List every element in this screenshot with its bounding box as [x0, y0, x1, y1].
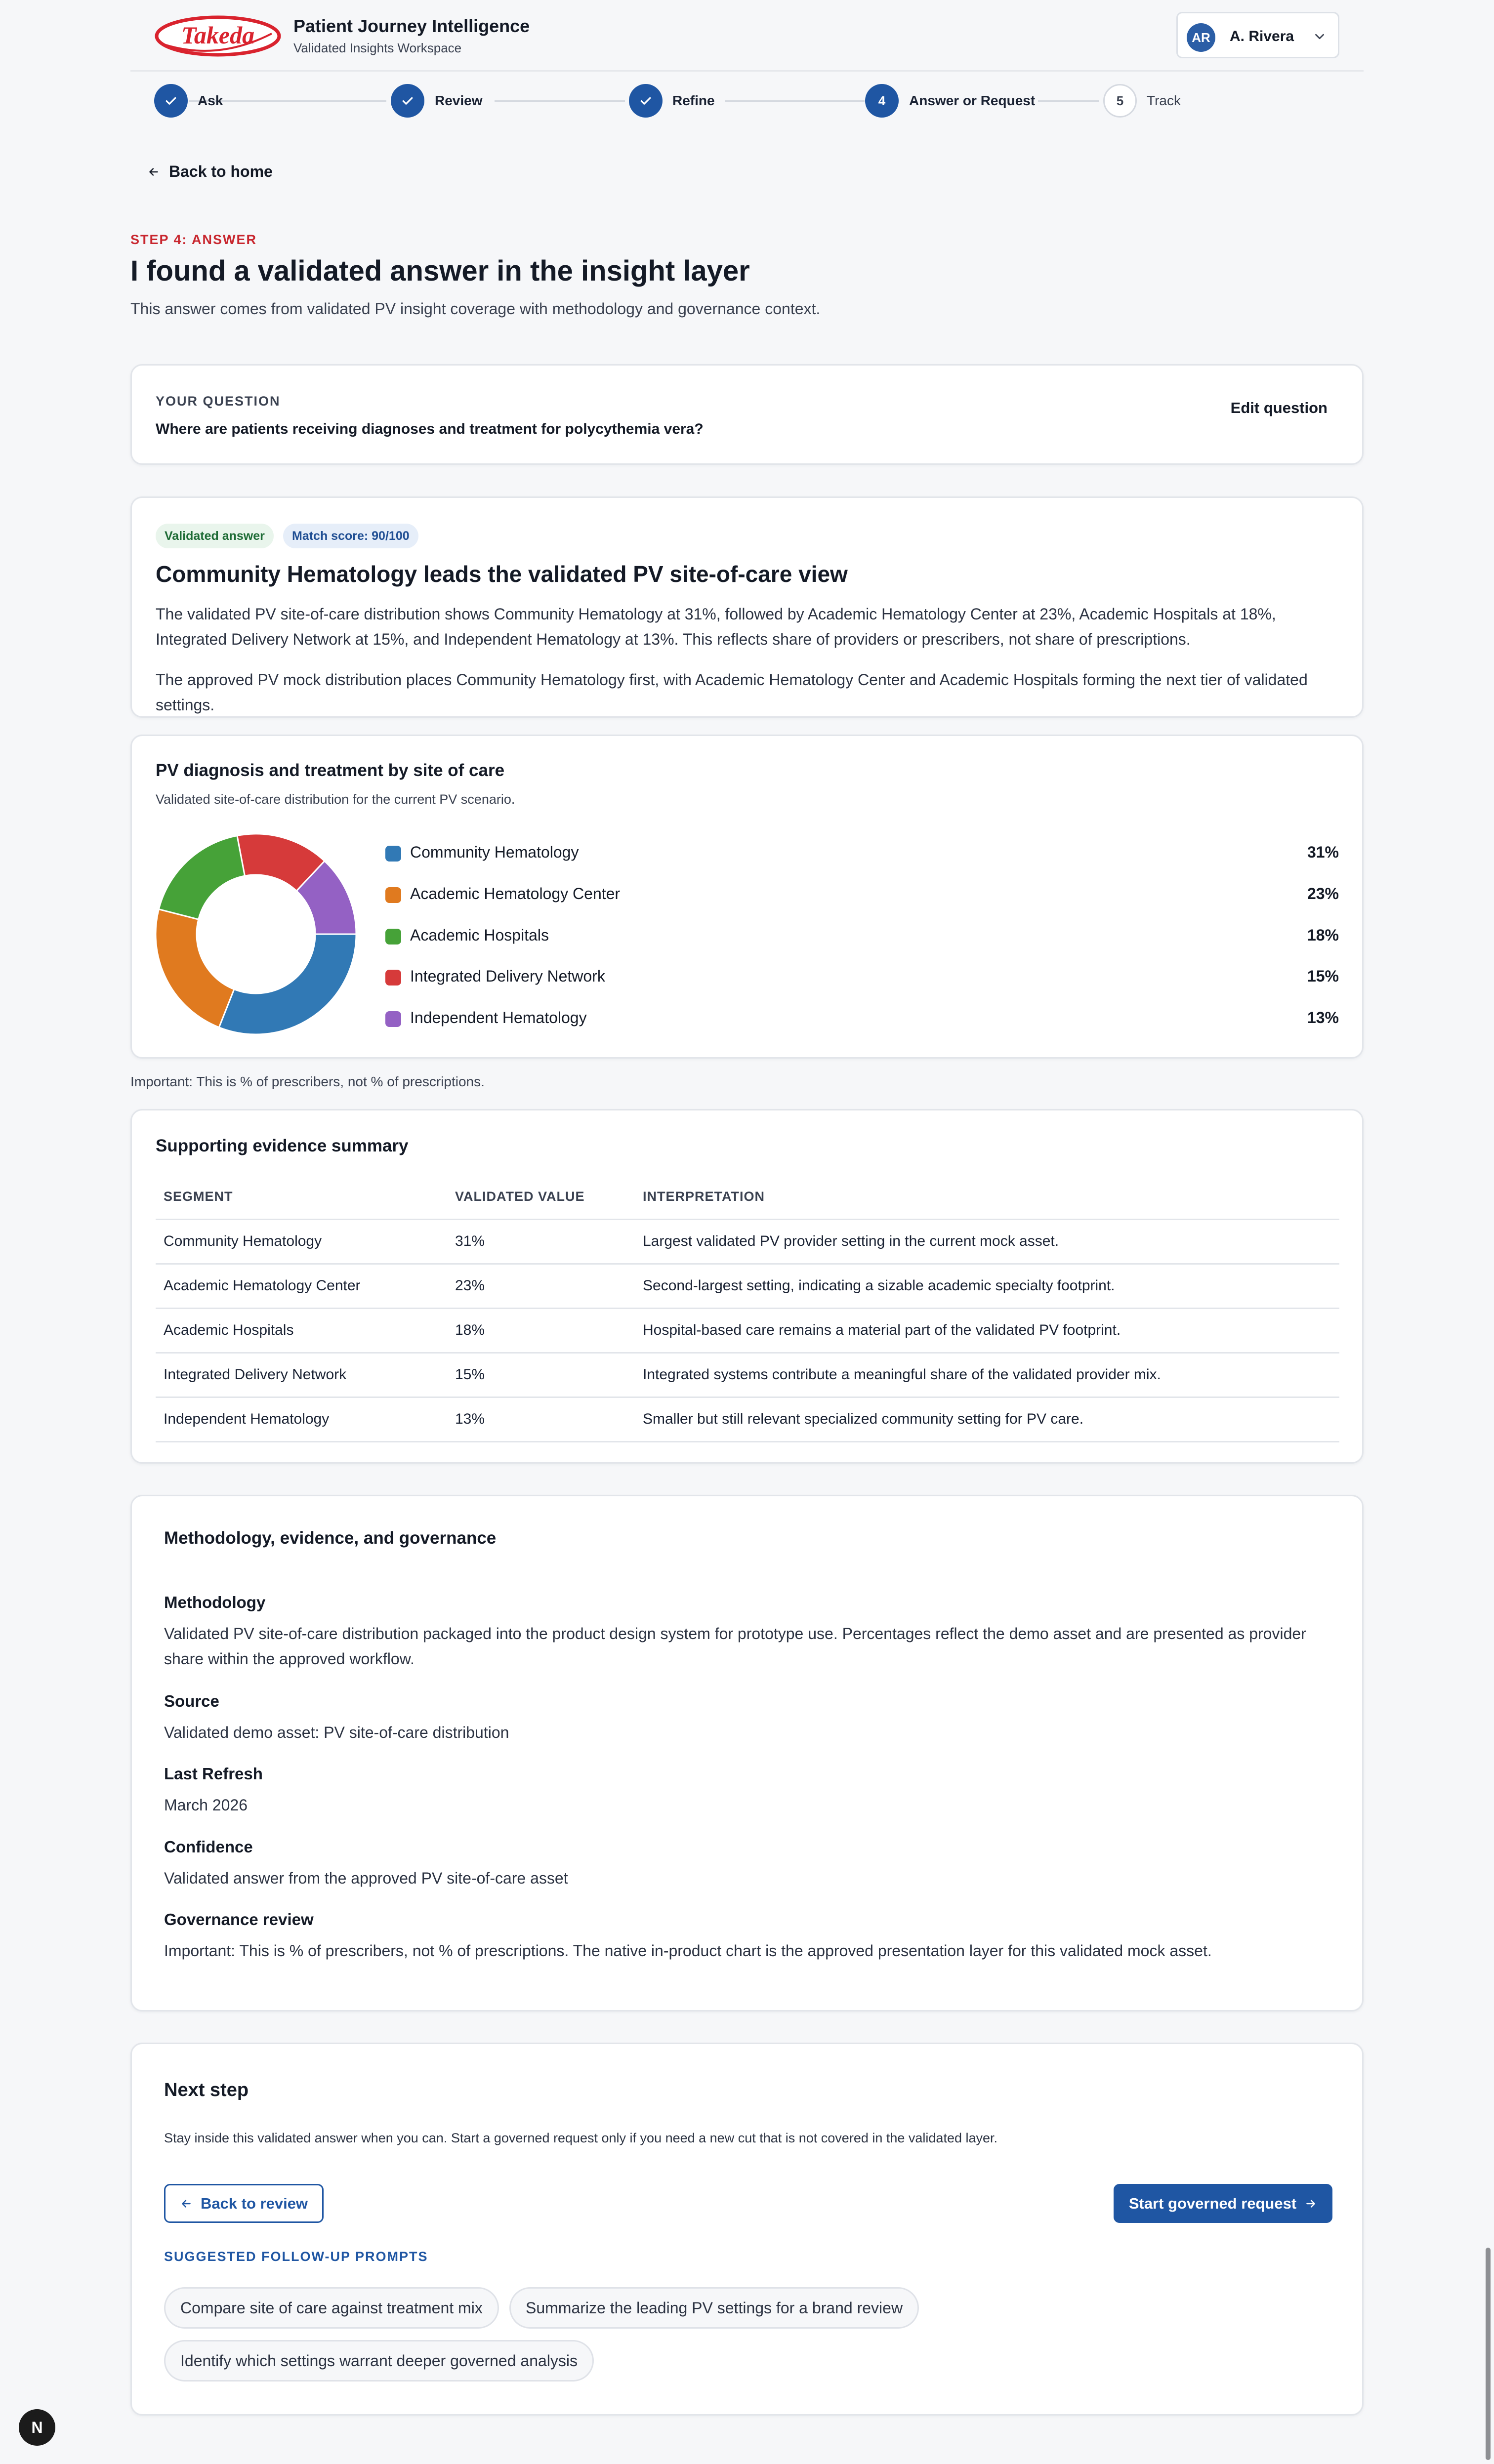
step-label-refine: Refine	[672, 93, 715, 108]
evidence-title: Supporting evidence summary	[156, 1136, 409, 1155]
answer-card	[130, 496, 1364, 718]
cell-value: 15%	[447, 1353, 635, 1397]
logo-text: Takeda	[181, 21, 255, 49]
source-text: Validated demo asset: PV site-of-care distribution	[164, 1724, 509, 1741]
next-step-card	[130, 2043, 1364, 2416]
next-step-title: Next step	[164, 2080, 249, 2100]
cell-value: 13%	[447, 1397, 635, 1441]
step-label-answer: Answer or Request	[909, 93, 1036, 108]
step-eyebrow: STEP 4: ANSWER	[130, 232, 257, 247]
legend-item	[385, 1005, 1339, 1030]
cell-interpretation: Hospital-based care remains a material part of the validated PV footprint.	[635, 1308, 1339, 1353]
match-score-badge: Match score: 90/100	[283, 524, 418, 548]
step-label-track: Track	[1147, 93, 1181, 108]
confidence-heading: Confidence	[164, 1838, 253, 1856]
cell-interpretation: Largest validated PV provider setting in the current mock asset.	[635, 1219, 1339, 1264]
app-header	[130, 0, 1364, 72]
legend-value: 23%	[1307, 885, 1339, 903]
prompt-chip[interactable]: Summarize the leading PV settings for a brand review	[509, 2287, 919, 2329]
legend-label: Community Hematology	[410, 843, 579, 861]
cell-value: 31%	[447, 1219, 635, 1264]
step-2-done[interactable]	[391, 84, 424, 118]
legend-label: Academic Hematology Center	[410, 885, 621, 903]
header-segment: SEGMENT	[156, 1175, 447, 1219]
prompt-chip[interactable]: Compare site of care against treatment mix	[164, 2287, 499, 2329]
evidence-card	[130, 1109, 1364, 1464]
question-text: Where are patients receiving diagnoses and treatment for polycythemia vera?	[156, 421, 704, 437]
chart-card	[130, 735, 1364, 1059]
table-row	[156, 1264, 1339, 1308]
step-1-done[interactable]	[154, 84, 188, 118]
validated-badge: Validated answer	[156, 524, 274, 548]
legend-item	[385, 881, 1339, 906]
table-row	[156, 1353, 1339, 1397]
step-4-current[interactable]: 4	[865, 84, 899, 118]
cell-interpretation: Smaller but still relevant specialized community setting for PV care.	[635, 1397, 1339, 1441]
donut-chart	[156, 834, 356, 1034]
arrow-right-icon	[1304, 2197, 1317, 2210]
back-to-home-link[interactable]	[147, 161, 273, 183]
scrollbar-thumb[interactable]	[1486, 2248, 1491, 2460]
legend-value: 15%	[1307, 967, 1339, 985]
back-to-review-button[interactable]	[164, 2184, 324, 2223]
takeda-logo[interactable]	[154, 14, 282, 58]
confidence-text: Validated answer from the approved PV site-of-care asset	[164, 1869, 568, 1887]
last-refresh-text: March 2026	[164, 1796, 248, 1814]
question-label: YOUR QUESTION	[156, 394, 281, 409]
answer-title: Community Hematology leads the validated PV site-of-care view	[156, 561, 848, 587]
legend-value: 31%	[1307, 843, 1339, 861]
table-row	[156, 1219, 1339, 1264]
legend-value: 13%	[1307, 1009, 1339, 1027]
legend-swatch	[385, 970, 401, 986]
suggested-prompts-label: SUGGESTED FOLLOW-UP PROMPTS	[164, 2249, 428, 2264]
table-header-row	[156, 1175, 1339, 1219]
legend-item	[385, 964, 1339, 988]
start-governed-request-label: Start governed request	[1128, 2194, 1297, 2212]
legend-item	[385, 840, 1339, 864]
user-menu-button[interactable]	[1176, 12, 1339, 58]
legend-swatch	[385, 1011, 401, 1027]
chart-title: PV diagnosis and treatment by site of care	[156, 761, 505, 780]
edit-question-button[interactable]: Edit question	[1230, 399, 1328, 416]
cell-interpretation: Integrated systems contribute a meaningful share of the validated provider mix.	[635, 1353, 1339, 1397]
back-to-home-label: Back to home	[169, 163, 273, 180]
avatar: AR	[1187, 23, 1215, 52]
source-heading: Source	[164, 1692, 219, 1710]
legend-swatch	[385, 846, 401, 862]
chart-subtitle: Validated site-of-care distribution for the current PV scenario.	[156, 792, 515, 807]
legend-item	[385, 923, 1339, 947]
arrow-left-icon	[180, 2197, 193, 2210]
legend-value: 18%	[1307, 926, 1339, 944]
donut-slice-3	[159, 836, 245, 920]
governance-heading: Governance review	[164, 1910, 314, 1929]
donut-slice-1	[219, 934, 356, 1034]
page-subtitle: This answer comes from validated PV insight coverage with methodology and governance context.	[130, 300, 821, 318]
last-refresh-heading: Last Refresh	[164, 1765, 263, 1783]
cell-segment: Academic Hematology Center	[156, 1264, 447, 1308]
legend-label: Independent Hematology	[410, 1009, 587, 1027]
donut-slice-2	[156, 909, 234, 1027]
cell-segment: Academic Hospitals	[156, 1308, 447, 1353]
methodology-heading: Methodology	[164, 1593, 266, 1611]
chevron-down-icon	[1312, 29, 1327, 44]
dev-tools-badge[interactable]: N	[19, 2409, 55, 2446]
prompt-chip[interactable]: Identify which settings warrant deeper governed analysis	[164, 2340, 594, 2382]
header-validated-value: VALIDATED VALUE	[447, 1175, 635, 1219]
start-governed-request-button[interactable]	[1114, 2184, 1332, 2223]
table-row	[156, 1397, 1339, 1441]
legend-label: Academic Hospitals	[410, 926, 549, 944]
answer-paragraph: The validated PV site-of-care distribution shows Community Hematology at 31%, followed by Academic Hematology Center at 23%, Academic Hospitals at 18%, Integrated Delivery Network at 15%, and Independent Hematology at 13%. This reflects share of providers or prescribers, not share of prescriptions.	[156, 605, 1276, 648]
page-title: I found a validated answer in the insight layer	[130, 255, 750, 287]
table-row	[156, 1308, 1339, 1353]
check-icon	[164, 93, 178, 108]
cell-segment: Community Hematology	[156, 1219, 447, 1264]
step-label-ask: Ask	[198, 93, 223, 108]
governance-text: Important: This is % of prescribers, not % of prescriptions. The native in-product chart is the approved presentation layer for this validated mock asset.	[164, 1942, 1212, 1960]
cell-value: 23%	[447, 1264, 635, 1308]
methodology-card-title: Methodology, evidence, and governance	[164, 1528, 497, 1548]
check-icon	[638, 93, 653, 108]
methodology-text: Validated PV site-of-care distribution packaged into the product design system for prototype use. Percentages reflect the demo asset and are presented as provider share within the approved workflow.	[164, 1625, 1306, 1668]
methodology-card	[130, 1495, 1364, 2012]
header-interpretation: INTERPRETATION	[635, 1175, 1339, 1219]
legend-label: Integrated Delivery Network	[410, 967, 605, 985]
step-label-review: Review	[435, 93, 483, 108]
cell-value: 18%	[447, 1308, 635, 1353]
next-step-subtitle: Stay inside this validated answer when you can. Start a governed request only if you need a new cut that is not covered in the validated layer.	[164, 2131, 998, 2145]
cell-interpretation: Second-largest setting, indicating a sizable academic specialty footprint.	[635, 1264, 1339, 1308]
user-name: A. Rivera	[1230, 28, 1294, 44]
evidence-table	[156, 1175, 1339, 1442]
cell-segment: Integrated Delivery Network	[156, 1353, 447, 1397]
back-to-review-label: Back to review	[200, 2194, 308, 2212]
cell-segment: Independent Hematology	[156, 1397, 447, 1441]
step-5-todo[interactable]: 5	[1103, 84, 1137, 118]
answer-paragraph-2: The approved PV mock distribution places Community Hematology first, with Academic Hematology Center and Academic Hospitals forming the next tier of validated settings.	[156, 671, 1308, 714]
app-subtitle: Validated Insights Workspace	[293, 41, 462, 55]
app-title: Patient Journey Intelligence	[293, 16, 530, 36]
step-connector	[725, 100, 865, 102]
question-card	[130, 364, 1364, 465]
legend-swatch	[385, 929, 401, 945]
arrow-left-icon	[147, 165, 160, 178]
legend-swatch	[385, 887, 401, 903]
step-3-done[interactable]	[629, 84, 663, 118]
prescriber-note: Important: This is % of prescribers, not % of prescriptions.	[130, 1074, 485, 1089]
check-icon	[400, 93, 415, 108]
step-connector	[495, 100, 625, 102]
step-connector	[1038, 100, 1099, 102]
